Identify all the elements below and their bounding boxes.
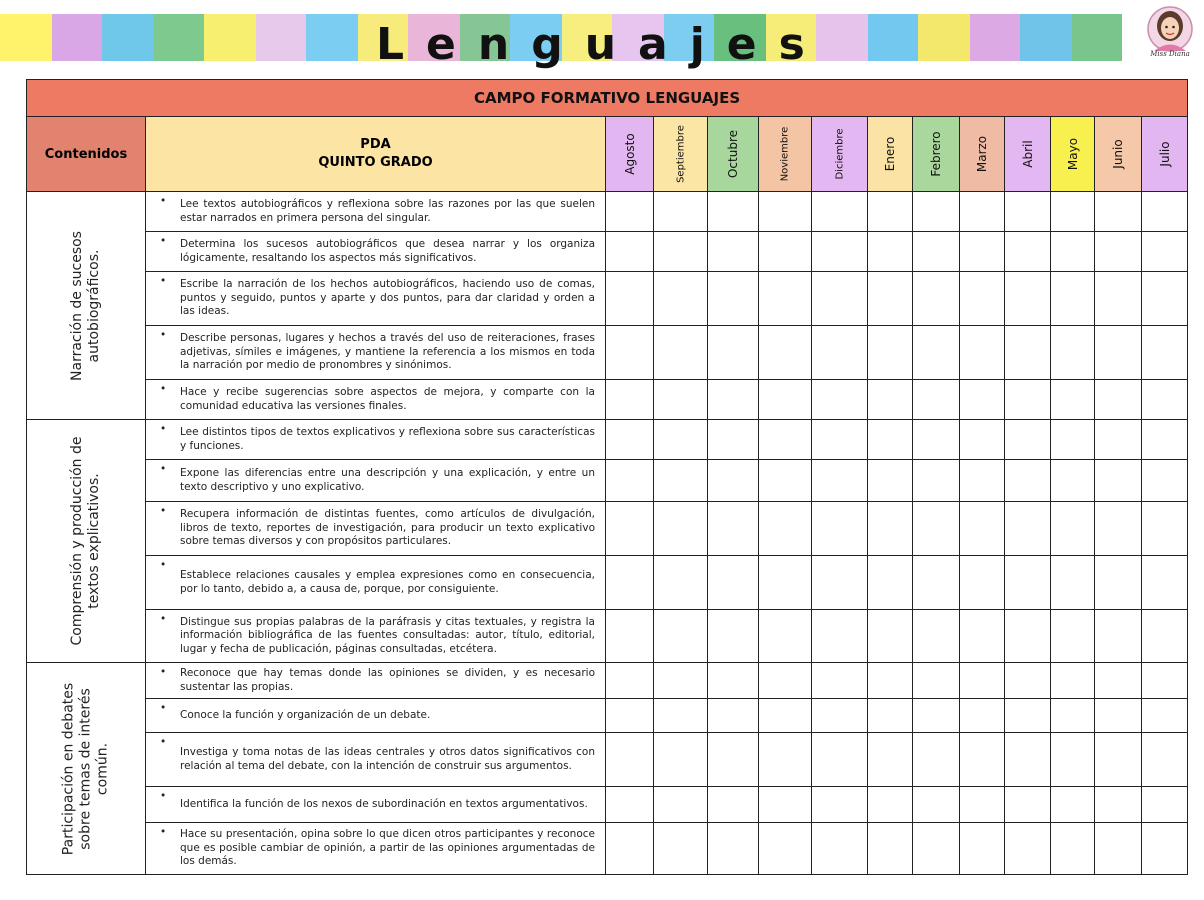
bullet-icon: • [160, 702, 167, 714]
month-check-cell[interactable] [960, 663, 1005, 699]
contenido-cell [27, 663, 146, 875]
month-check-cell[interactable] [1051, 272, 1095, 326]
month-check-cell[interactable] [868, 699, 913, 733]
month-check-cell[interactable] [759, 380, 812, 420]
month-check-cell[interactable] [759, 787, 812, 823]
month-check-cell[interactable] [759, 556, 812, 610]
month-check-cell[interactable] [868, 420, 913, 460]
month-header [606, 117, 654, 192]
month-check-cell[interactable] [708, 556, 759, 610]
month-check-cell[interactable] [812, 502, 868, 556]
month-check-cell[interactable] [960, 733, 1005, 787]
pda-item [146, 663, 606, 699]
month-check-cell[interactable] [654, 272, 708, 326]
month-check-cell[interactable] [868, 326, 913, 380]
month-check-cell[interactable] [606, 699, 654, 733]
month-check-cell[interactable] [913, 232, 960, 272]
month-check-cell[interactable] [1095, 823, 1142, 875]
month-check-cell[interactable] [708, 733, 759, 787]
month-label: Agosto [622, 133, 637, 175]
month-check-cell[interactable] [868, 610, 913, 663]
stripe-block [306, 14, 358, 61]
month-check-cell[interactable] [708, 232, 759, 272]
contenido-label: Participación en debates sobre temas de interés común. [60, 682, 111, 855]
month-check-cell[interactable] [606, 787, 654, 823]
month-check-cell[interactable] [868, 460, 913, 502]
month-check-cell[interactable] [708, 380, 759, 420]
pda-item [146, 610, 606, 663]
month-label: Noviembre [779, 126, 791, 182]
month-check-cell[interactable] [708, 610, 759, 663]
month-check-cell[interactable] [654, 420, 708, 460]
month-check-cell[interactable] [654, 380, 708, 420]
month-check-cell[interactable] [759, 420, 812, 460]
month-check-cell[interactable] [654, 823, 708, 875]
month-check-cell[interactable] [1142, 502, 1188, 556]
stripe-block [102, 14, 154, 61]
pda-item [146, 502, 606, 556]
avatar-portrait-icon [1140, 6, 1200, 52]
month-check-cell[interactable] [868, 380, 913, 420]
month-check-cell[interactable] [1142, 380, 1188, 420]
month-check-cell[interactable] [759, 232, 812, 272]
table-row [27, 192, 1188, 232]
stripe-block [970, 14, 1020, 61]
pda-text: Investiga y toma notas de las ideas centrales y otros datos significativos con relación al tema del debate, con la intención de construir sus argumentos. [180, 746, 595, 772]
month-label: Enero [883, 136, 897, 172]
month-check-cell[interactable] [1142, 420, 1188, 460]
month-check-cell[interactable] [708, 699, 759, 733]
bullet-icon: • [160, 559, 167, 571]
month-check-cell[interactable] [654, 610, 708, 663]
month-check-cell[interactable] [1005, 326, 1051, 380]
month-check-cell[interactable] [960, 556, 1005, 610]
table-row [27, 420, 1188, 460]
month-label: Junio [1111, 139, 1125, 169]
month-header [654, 117, 708, 192]
month-check-cell[interactable] [960, 787, 1005, 823]
month-check-cell[interactable] [708, 787, 759, 823]
pda-text: Lee distintos tipos de textos explicativos y reflexiona sobre sus características y funciones. [180, 426, 595, 452]
month-check-cell[interactable] [1095, 272, 1142, 326]
month-check-cell[interactable] [868, 232, 913, 272]
contenidos-header: Contenidos [27, 117, 146, 192]
month-check-cell[interactable] [960, 326, 1005, 380]
month-check-cell[interactable] [1095, 192, 1142, 232]
month-check-cell[interactable] [1095, 556, 1142, 610]
month-check-cell[interactable] [960, 272, 1005, 326]
table-row [27, 380, 1188, 420]
author-name: Miss Diana [1150, 50, 1190, 58]
month-check-cell[interactable] [812, 733, 868, 787]
bullet-icon: • [160, 423, 167, 435]
pda-item [146, 420, 606, 460]
month-label: Febrero [929, 131, 943, 177]
month-check-cell[interactable] [654, 192, 708, 232]
month-check-cell[interactable] [1095, 699, 1142, 733]
month-check-cell[interactable] [606, 610, 654, 663]
month-check-cell[interactable] [1051, 787, 1095, 823]
month-check-cell[interactable] [812, 232, 868, 272]
month-check-cell[interactable] [913, 699, 960, 733]
month-check-cell[interactable] [606, 272, 654, 326]
month-check-cell[interactable] [606, 556, 654, 610]
month-check-cell[interactable] [913, 556, 960, 610]
month-label: Marzo [975, 135, 989, 173]
month-check-cell[interactable] [1142, 699, 1188, 733]
month-check-cell[interactable] [1051, 699, 1095, 733]
stripe-block [918, 14, 970, 61]
month-check-cell[interactable] [606, 823, 654, 875]
month-check-cell[interactable] [1005, 663, 1051, 699]
table-row [27, 502, 1188, 556]
month-header [759, 117, 812, 192]
month-check-cell[interactable] [606, 460, 654, 502]
month-check-cell[interactable] [654, 556, 708, 610]
month-check-cell[interactable] [868, 663, 913, 699]
month-check-cell[interactable] [606, 232, 654, 272]
pda-text: Reconoce que hay temas donde las opiniones se dividen, y es necesario sustentar las propias. [180, 667, 595, 693]
month-check-cell[interactable] [913, 823, 960, 875]
month-check-cell[interactable] [960, 699, 1005, 733]
pda-item [146, 380, 606, 420]
author-avatar [1140, 6, 1200, 66]
pda-item [146, 272, 606, 326]
pda-text: Identifica la función de los nexos de subordinación en textos argumentativos. [180, 797, 588, 810]
month-check-cell[interactable] [868, 272, 913, 326]
month-check-cell[interactable] [812, 326, 868, 380]
stripe-block [154, 14, 204, 61]
table-row [27, 610, 1188, 663]
pda-text: Describe personas, lugares y hechos a través del uso de reiteraciones, frases adjetivas, símiles e imágenes, y mantiene la referencia a los mismos en toda la narración por medio de pronombres y sinónimos. [180, 332, 595, 372]
month-check-cell[interactable] [1051, 232, 1095, 272]
stripe-block [0, 14, 52, 61]
month-check-cell[interactable] [812, 460, 868, 502]
month-check-cell[interactable] [960, 610, 1005, 663]
table-row [27, 733, 1188, 787]
month-check-cell[interactable] [1142, 272, 1188, 326]
month-check-cell[interactable] [1095, 787, 1142, 823]
month-check-cell[interactable] [1095, 460, 1142, 502]
table-row [27, 556, 1188, 610]
stripe-block [1020, 14, 1072, 61]
month-header [960, 117, 1005, 192]
pda-text: Conoce la función y organización de un debate. [180, 708, 431, 721]
pda-item [146, 787, 606, 823]
month-check-cell[interactable] [606, 420, 654, 460]
contenido-label: Comprensión y producción de textos explicativos. [69, 436, 102, 646]
bullet-icon: • [160, 613, 167, 625]
table-row [27, 460, 1188, 502]
month-check-cell[interactable] [1095, 733, 1142, 787]
month-check-cell[interactable] [812, 272, 868, 326]
month-check-cell[interactable] [913, 610, 960, 663]
month-check-cell[interactable] [1051, 420, 1095, 460]
bullet-icon: • [160, 666, 167, 678]
month-check-cell[interactable] [1005, 232, 1051, 272]
month-check-cell[interactable] [1005, 192, 1051, 232]
month-check-cell[interactable] [606, 502, 654, 556]
month-check-cell[interactable] [1005, 420, 1051, 460]
month-check-cell[interactable] [960, 232, 1005, 272]
month-check-cell[interactable] [1005, 699, 1051, 733]
month-check-cell[interactable] [1142, 192, 1188, 232]
month-label: Mayo [1065, 137, 1080, 171]
month-check-cell[interactable] [759, 823, 812, 875]
table-caption: CAMPO FORMATIVO LENGUAJES [27, 80, 1188, 117]
month-check-cell[interactable] [913, 380, 960, 420]
bullet-icon: • [160, 736, 167, 748]
month-check-cell[interactable] [1051, 733, 1095, 787]
month-check-cell[interactable] [913, 733, 960, 787]
month-check-cell[interactable] [960, 502, 1005, 556]
page-title: Lenguajes [376, 18, 827, 70]
month-check-cell[interactable] [654, 733, 708, 787]
month-check-cell[interactable] [868, 787, 913, 823]
month-check-cell[interactable] [759, 733, 812, 787]
month-check-cell[interactable] [812, 420, 868, 460]
month-check-cell[interactable] [960, 460, 1005, 502]
stripe-block [1072, 14, 1122, 61]
month-check-cell[interactable] [654, 787, 708, 823]
month-check-cell[interactable] [913, 272, 960, 326]
month-check-cell[interactable] [812, 556, 868, 610]
month-header [868, 117, 913, 192]
month-check-cell[interactable] [708, 272, 759, 326]
pda-item [146, 192, 606, 232]
month-check-cell[interactable] [654, 460, 708, 502]
month-check-cell[interactable] [759, 699, 812, 733]
pda-item [146, 232, 606, 272]
month-check-cell[interactable] [1005, 380, 1051, 420]
month-check-cell[interactable] [1142, 326, 1188, 380]
bullet-icon: • [160, 790, 167, 802]
month-check-cell[interactable] [960, 380, 1005, 420]
month-check-cell[interactable] [654, 326, 708, 380]
month-check-cell[interactable] [1051, 663, 1095, 699]
month-check-cell[interactable] [1095, 663, 1142, 699]
table-row [27, 823, 1188, 875]
month-check-cell[interactable] [868, 733, 913, 787]
grade-title: QUINTO GRADO [318, 155, 433, 170]
pda-text: Recupera información de distintas fuentes, como artículos de divulgación, libros de texto, reportes de investigación, para producir un texto explicativo sobre temas diversos y con propósitos particulares. [180, 508, 595, 548]
table-row [27, 272, 1188, 326]
month-check-cell[interactable] [708, 192, 759, 232]
bullet-icon: • [160, 329, 167, 341]
month-label: Julio [1157, 141, 1172, 167]
month-check-cell[interactable] [759, 663, 812, 699]
month-check-cell[interactable] [1005, 502, 1051, 556]
month-check-cell[interactable] [1051, 326, 1095, 380]
lenguajes-table [26, 79, 1188, 875]
month-check-cell[interactable] [1142, 733, 1188, 787]
month-header [812, 117, 868, 192]
month-check-cell[interactable] [708, 420, 759, 460]
month-check-cell[interactable] [759, 272, 812, 326]
bullet-icon: • [160, 195, 167, 207]
month-check-cell[interactable] [1051, 192, 1095, 232]
pda-text: Expone las diferencias entre una descripción y una explicación, y entre un texto descriptivo y uno explicativo. [180, 467, 595, 493]
month-check-cell[interactable] [759, 326, 812, 380]
month-check-cell[interactable] [960, 420, 1005, 460]
month-check-cell[interactable] [913, 326, 960, 380]
month-check-cell[interactable] [606, 380, 654, 420]
month-check-cell[interactable] [654, 699, 708, 733]
month-check-cell[interactable] [1005, 460, 1051, 502]
stripe-block [256, 14, 306, 61]
pda-item [146, 556, 606, 610]
month-check-cell[interactable] [1142, 823, 1188, 875]
month-check-cell[interactable] [913, 192, 960, 232]
month-check-cell[interactable] [913, 787, 960, 823]
month-check-cell[interactable] [868, 192, 913, 232]
month-header [1142, 117, 1188, 192]
month-label: Abril [1020, 140, 1035, 168]
month-check-cell[interactable] [606, 326, 654, 380]
month-check-cell[interactable] [708, 326, 759, 380]
month-check-cell[interactable] [708, 663, 759, 699]
month-label: Octubre [726, 129, 740, 179]
pda-item [146, 823, 606, 875]
month-check-cell[interactable] [1095, 610, 1142, 663]
month-check-cell[interactable] [812, 610, 868, 663]
month-header [1051, 117, 1095, 192]
pda-header [146, 117, 606, 192]
month-check-cell[interactable] [1051, 460, 1095, 502]
month-check-cell[interactable] [606, 663, 654, 699]
stripe-block [868, 14, 918, 61]
month-check-cell[interactable] [1005, 272, 1051, 326]
bullet-icon: • [160, 826, 167, 838]
table-row [27, 663, 1188, 699]
month-header [1095, 117, 1142, 192]
month-check-cell[interactable] [812, 380, 868, 420]
contenido-cell [27, 420, 146, 663]
month-check-cell[interactable] [1095, 232, 1142, 272]
month-check-cell[interactable] [654, 663, 708, 699]
month-check-cell[interactable] [812, 192, 868, 232]
stripe-block [204, 14, 256, 61]
month-check-cell[interactable] [606, 192, 654, 232]
month-check-cell[interactable] [1142, 663, 1188, 699]
bullet-icon: • [160, 235, 167, 247]
month-check-cell[interactable] [1005, 787, 1051, 823]
month-check-cell[interactable] [759, 192, 812, 232]
pda-item [146, 699, 606, 733]
month-check-cell[interactable] [1005, 733, 1051, 787]
month-check-cell[interactable] [1005, 556, 1051, 610]
month-check-cell[interactable] [1005, 823, 1051, 875]
month-check-cell[interactable] [708, 823, 759, 875]
month-label: Diciembre [834, 128, 845, 180]
month-check-cell[interactable] [759, 610, 812, 663]
table-row [27, 232, 1188, 272]
month-check-cell[interactable] [1142, 460, 1188, 502]
month-check-cell[interactable] [913, 420, 960, 460]
month-check-cell[interactable] [1095, 380, 1142, 420]
month-check-cell[interactable] [868, 502, 913, 556]
month-check-cell[interactable] [812, 699, 868, 733]
pda-item [146, 326, 606, 380]
bullet-icon: • [160, 505, 167, 517]
pda-text: Distingue sus propias palabras de la paráfrasis y citas textuales, y registra la información bibliográfica de las fuentes consultadas: autor, título, editorial, lugar y fecha de publicación, páginas consultadas, etcétera. [180, 615, 595, 655]
table-row [27, 787, 1188, 823]
month-check-cell[interactable] [812, 663, 868, 699]
pda-item [146, 460, 606, 502]
month-check-cell[interactable] [654, 232, 708, 272]
month-check-cell[interactable] [1051, 823, 1095, 875]
month-check-cell[interactable] [812, 823, 868, 875]
bullet-icon: • [160, 275, 167, 287]
month-check-cell[interactable] [1142, 232, 1188, 272]
bullet-icon: • [160, 463, 167, 475]
month-check-cell[interactable] [606, 733, 654, 787]
month-label: Septiembre [675, 125, 686, 183]
pda-item [146, 733, 606, 787]
table-row [27, 326, 1188, 380]
table-row [27, 699, 1188, 733]
stripe-block [52, 14, 102, 61]
pda-text: Escribe la narración de los hechos autobiográficos, haciendo uso de comas, puntos y seguido, puntos y aparte y dos puntos, para dar claridad y orden a las ideas. [180, 278, 595, 318]
month-check-cell[interactable] [1142, 610, 1188, 663]
month-check-cell[interactable] [868, 556, 913, 610]
contenido-label: Narración de sucesos autobiográficos. [69, 230, 102, 381]
month-check-cell[interactable] [1051, 610, 1095, 663]
month-check-cell[interactable] [1051, 502, 1095, 556]
month-check-cell[interactable] [708, 502, 759, 556]
pda-text: Determina los sucesos autobiográficos que desea narrar y los organiza lógicamente, resaltando los aspectos más significativos. [180, 238, 595, 264]
month-check-cell[interactable] [1095, 502, 1142, 556]
month-check-cell[interactable] [1095, 420, 1142, 460]
month-check-cell[interactable] [1142, 787, 1188, 823]
month-check-cell[interactable] [1051, 556, 1095, 610]
month-check-cell[interactable] [960, 192, 1005, 232]
month-check-cell[interactable] [913, 460, 960, 502]
month-check-cell[interactable] [1142, 556, 1188, 610]
month-header [913, 117, 960, 192]
month-check-cell[interactable] [708, 460, 759, 502]
month-check-cell[interactable] [759, 502, 812, 556]
pda-text: Lee textos autobiográficos y reflexiona sobre las razones por las que suelen estar narrados en primera persona del singular. [180, 198, 595, 224]
pda-text: Hace y recibe sugerencias sobre aspectos de mejora, y comparte con la comunidad educativa las versiones finales. [180, 386, 595, 412]
month-header [1005, 117, 1051, 192]
month-check-cell[interactable] [868, 823, 913, 875]
month-check-cell[interactable] [759, 460, 812, 502]
bullet-icon: • [160, 383, 167, 395]
month-check-cell[interactable] [960, 823, 1005, 875]
month-check-cell[interactable] [1005, 610, 1051, 663]
pda-text: Hace su presentación, opina sobre lo que dicen otros participantes y reconoce que es posible cambiar de opinión, a partir de las opiniones argumentadas de los demás. [180, 828, 595, 868]
month-check-cell[interactable] [654, 502, 708, 556]
contenido-cell [27, 192, 146, 420]
month-check-cell[interactable] [913, 663, 960, 699]
month-check-cell[interactable] [1051, 380, 1095, 420]
month-header [708, 117, 759, 192]
month-check-cell[interactable] [1095, 326, 1142, 380]
pda-text: Establece relaciones causales y emplea expresiones como en consecuencia, por lo tanto, debido a, a causa de, porque, por consiguiente. [180, 569, 595, 595]
pda-title: PDA [360, 137, 391, 152]
month-check-cell[interactable] [913, 502, 960, 556]
month-check-cell[interactable] [812, 787, 868, 823]
